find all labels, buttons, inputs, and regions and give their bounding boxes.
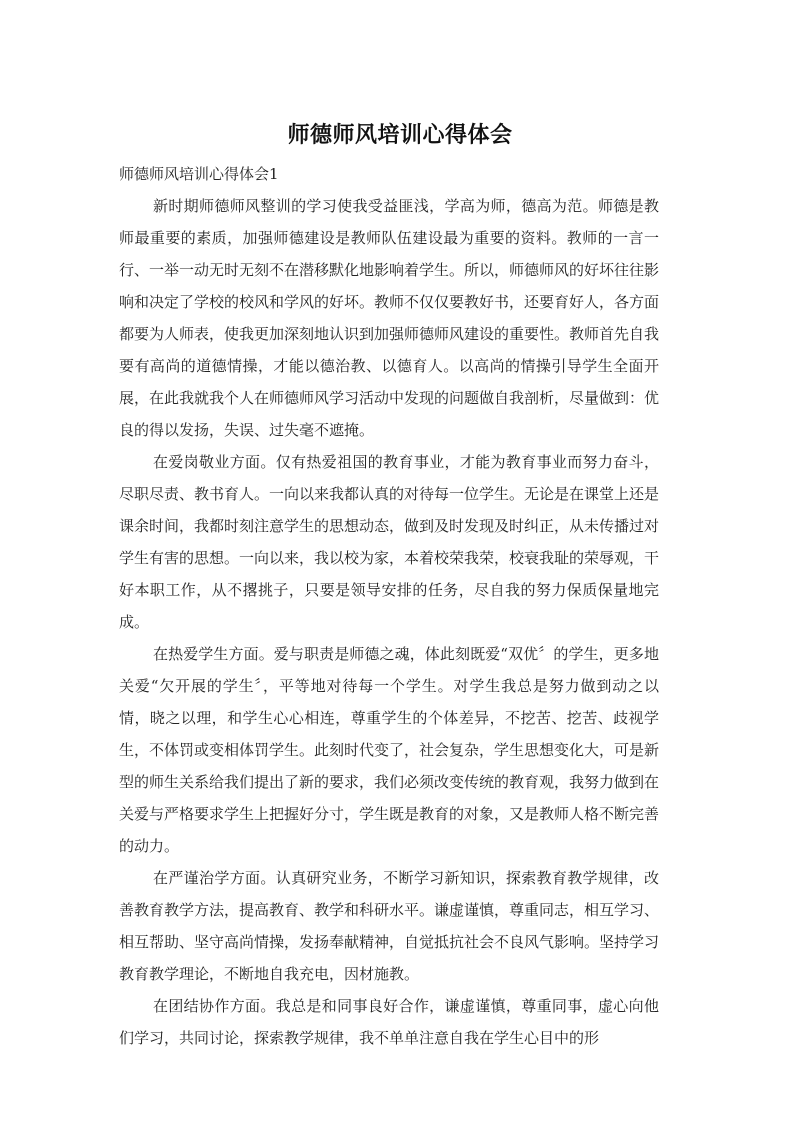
document-body <box>119 190 659 1054</box>
section-heading: 师德师风培训心得体会1 <box>119 165 279 183</box>
paragraph-caring-students: 在热爱学生方面。爱与职责是师德之魂，体此刻既爱“双优〞的学生，更多地关爱“欠开展的学生〞，平等地对待每一个学生。对学生我总是努力做到动之以情，晓之以理，和学生心心相连，尊重学生的个体差异，不挖苦、挖苦、歧视学生，不体罚或变相体罚学生。此刻时代变了，社会复杂，学生思想变化大，可是新型的师生关系给我们提出了新的要求，我们必须改变传统的教育观，我努力做到在关爱与严格要求学生上把握好分寸，学生既是教育的对象，又是教师人格不断完善的动力。 <box>119 645 660 855</box>
paragraph-dedication: 在爱岗敬业方面。仅有热爱祖国的教育事业，才能为教育事业而努力奋斗，尽职尽责、教书育人。一向以来我都认真的对待每一位学生。无论是在课堂上还是课余时间，我都时刻注意学生的思想动态，做到及时发现及时纠正，从未传播过对学生有害的思想。一向以来，我以校为家，本着校荣我荣，校衰我耻的荣辱观，干好本职工作，从不撂挑子，只要是领导安排的任务，尽自我的努力保质保量地完成。 <box>119 453 660 631</box>
document-title: 师德师风培训心得体会 <box>287 123 513 148</box>
paragraph-rigorous-scholarship: 在严谨治学方面。认真研究业务，不断学习新知识，探索教育教学规律，改善教育教学方法，提高教育、教学和科研水平。谦虚谨慎，尊重同志，相互学习、相互帮助、坚守高尚情操，发扬奉献精神，自觉抵抗社会不良风气影响。坚持学习教育教学理论，不断地自我充电，因材施教。 <box>119 869 660 983</box>
paragraph-intro: 新时期师德师风整训的学习使我受益匪浅，学高为师，德高为范。师德是教师最重要的素质，加强师德建设是教师队伍建设最为重要的资料。教师的一言一行、一举一动无时无刻不在潜移默化地影响着学生。所以，师德师风的好坏往往影响和决定了学校的校风和学风的好坏。教师不仅仅要教好书，还要育好人，各方面都要为人师表，使我更加深刻地认识到加强师德师风建设的重要性。教师首先自我要有高尚的道德情操，才能以德治教、以德育人。以高尚的情操引导学生全面开展，在此我就我个人在师德师风学习活动中发现的问题做自我剖析，尽量做到：优良的得以发扬，失误、过失毫不遮掩。 <box>119 197 660 439</box>
paragraph-teamwork: 在团结协作方面。我总是和同事良好合作，谦虚谨慎，尊重同事，虚心向他们学习，共同讨论，探索教学规律，我不单单注意自我在学生心目中的形 <box>119 997 659 1047</box>
